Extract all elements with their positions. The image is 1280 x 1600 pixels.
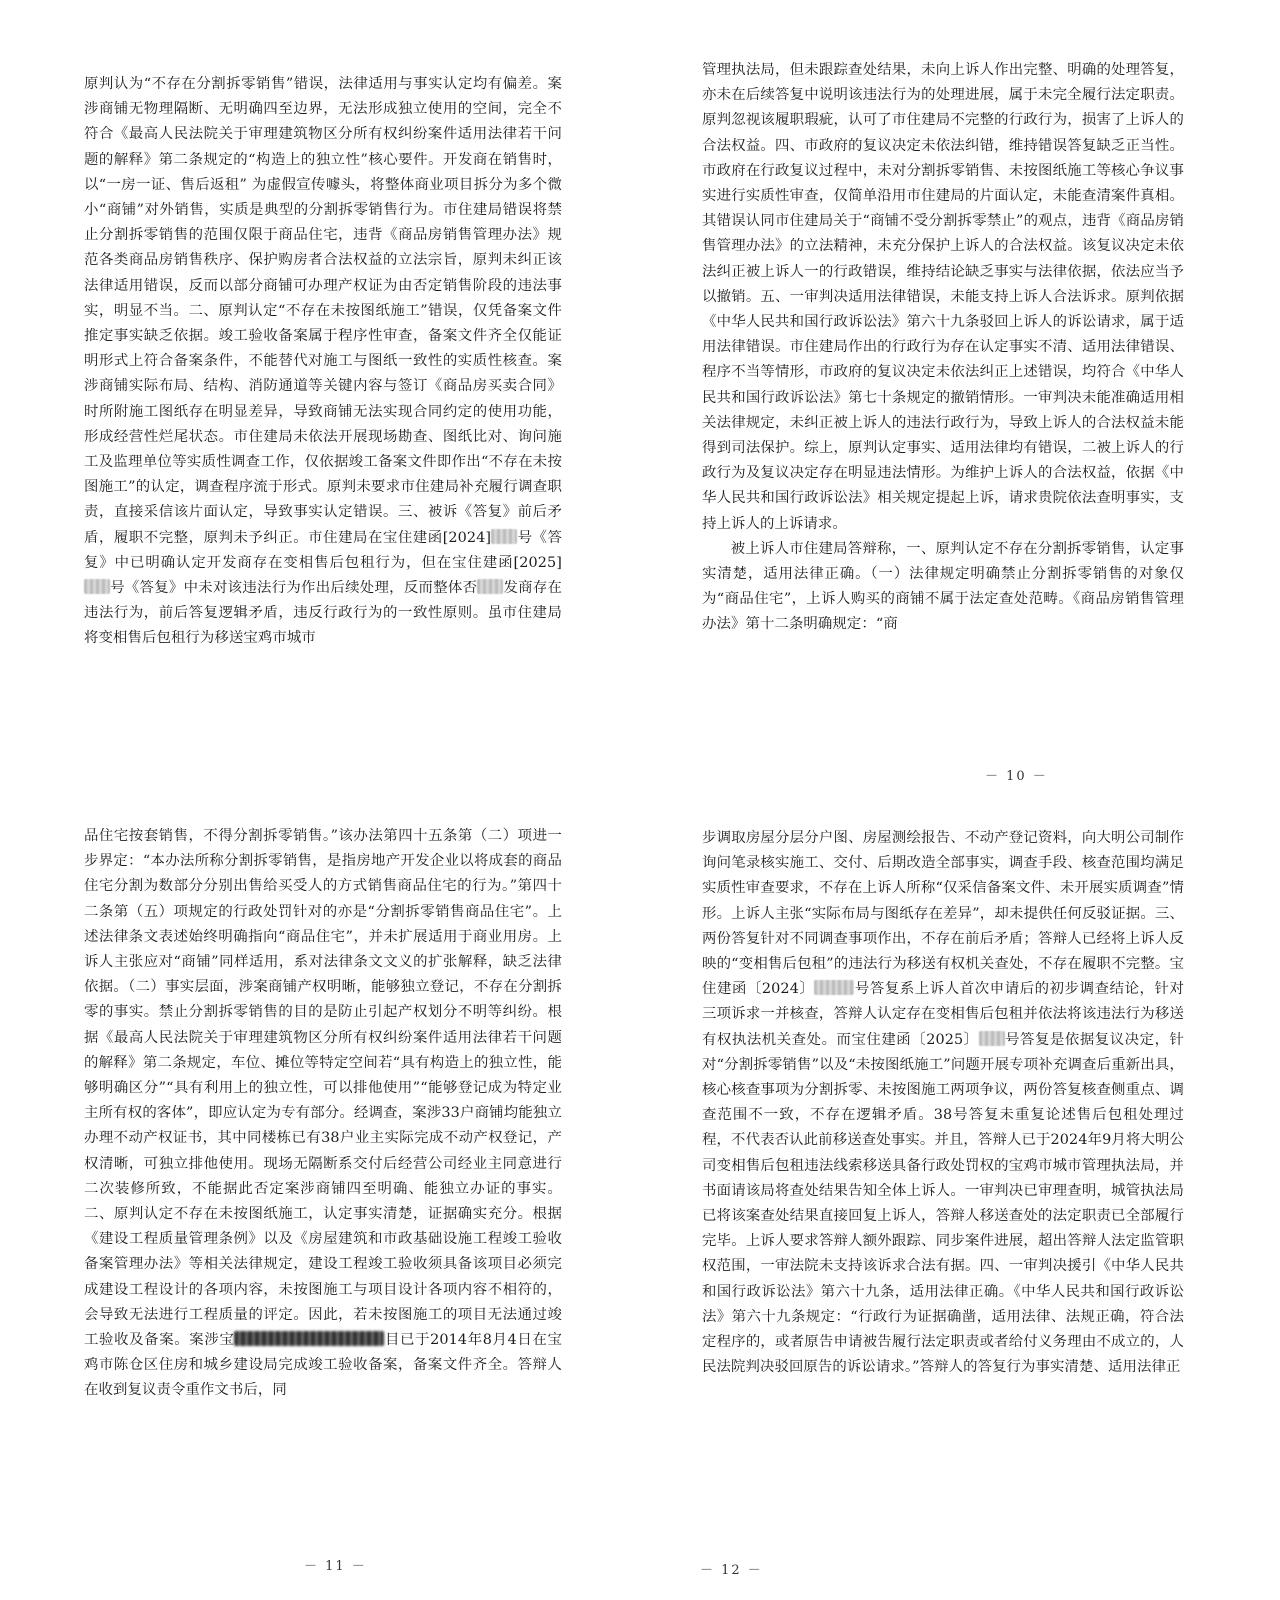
- redaction-mark: [979, 1031, 1005, 1046]
- paragraph: [84, 72, 562, 652]
- redaction-mark: [84, 579, 110, 594]
- document-page-12: [640, 800, 1280, 1600]
- paragraph: 被上诉人市住建局答辩称，一、原判认定不存在分割拆零销售，认定事实清楚，适用法律正确。（一）法律规定明确禁止分割拆零销售的对象仅为“商品住宅”，上诉人购买的商铺不属于法定查处范畴。《商品房销售管理办法》第十二条明确规定：“商: [702, 540, 1184, 633]
- text-run: 号答复是依据复议决定，针对“分割拆零销售”以及“未按图纸施工”问题开展专项补充调查后重新出具，核心核查事项为分割拆零、未按图施工两项争议，两份答复核查侧重点、调查范围不一致，不存在逻辑矛盾。38号答复未重复论述售后包租处理过程，不代表否认此前移送查处事实。并且，答辩人已于2024年9月将大明公司变相售后包租违法线索移送具备行政处罚权的宝鸡市城市管理执法局，并书面请该局将查处结果告知全体上诉人。一审判决已审理查明，城管执法局已将该案查处结果直接回复上诉人，答辩人移送查处的法定职责已全部履行完毕。上诉人要求答辩人额外跟踪、同步案件进展，超出答辩人法定监管职权范围，一审法院未支持该诉求合法有据。四、一审判决援引《中华人民共和国行政诉讼法》第六十九条，适用法律正确。《中华人民共和国行政诉讼法》第六十九条规定：“行政行为证据确凿，适用法律、法规正确，符合法定程序的，或者原告申请被告履行法定职责或者给付义务理由不成立的，人民法院判决驳回原告的诉讼请求。”答辩人的答复行为事实清楚、适用法律正: [702, 1031, 1185, 1376]
- page-body: [702, 826, 1184, 1380]
- redaction-mark: [477, 579, 503, 594]
- paragraph: 管理执法局，但未跟踪查处结果，未向上诉人作出完整、明确的处理答复，亦未在后续答复中说明该违法行为的处理进展，属于未完全履行法定职责。原判忽视该履职瑕疵，认可了市住建局不完整的行政行为，损害了上诉人的合法权益。四、市政府的复议决定未依法纠错，维持错误答复缺乏正当性。市政府在行政复议过程中，未对分割拆零销售、未按图纸施工等核心争议事实进行实质性审查，仅简单沿用市住建局的片面认定，未能查清案件真相。其错误认同市住建局关于“商铺不受分割拆零禁止”的观点，违背《商品房销售管理办法》的立法精神，未充分保护上诉人的合法权益。该复议决定未依法纠正被上诉人一的行政错误，维持结论缺乏事实与法律依据，依法应当予以撤销。五、一审判决适用法律错误，未能支持上诉人合法诉求。原判依据《中华人民共和国行政诉讼法》第六十九条驳回上诉人的诉讼请求，属于适用法律错误。市住建局作出的行政行为存在认定事实不清、适用法律错误、程序不当等情形，市政府的复议决定未依法纠正上述错误，均符合《中华人民共和国行政诉讼法》第七十条规定的撤销情形。一审判决未能准确适用相关法律规定，未纠正被上诉人的违法行政行为，导致上诉人的合法权益未能得到司法保护。综上，原判认定事实、适用法律均有错误，二被上诉人的行政行为及复议决定存在明显违法情形。为维护上诉人的合法权益，依据《中华人民共和国行政诉讼法》相关规定提起上诉，请求贵院依法查明事实，支持上诉人的上诉请求。: [702, 62, 1184, 532]
- text-run: 原判认为“不存在分割拆零销售”错误，法律适用与事实认定均有偏差。案涉商铺无物理隔断、无明确四至边界，无法形成独立使用的空间，完全不符合《最高人民法院关于审理建筑物区分所有权纠纷案件适用法律若干问题的解释》第二条规定的“构造上的独立性”核心要件。开发商在销售时，以“一房一证、售后返租” 为虚假宣传噱头，将整体商业项目拆分为多个微小“商铺”对外销售，实质是典型的分割拆零销售行为。市住建局错误将禁止分割拆零销售的范围仅限于商品住宅，违背《商品房销售管理办法》规范各类商品房销售秩序、保护购房者合法权益的立法宗旨，原判未纠正该法律适用错误，反而以部分商铺可办理产权证为由否定销售阶段的违法事实，明显不当。二、原判认定“不存在未按图纸施工”错误，仅凭备案文件推定事实缺乏依据。竣工验收备案属于程序性审查，备案文件齐全仅能证明形式上符合备案条件，不能替代对施工与图纸一致性的实质性核查。案涉商铺实际布局、结构、消防通道等关键内容与签订《商品房买卖合同》时所附施工图纸存在明显差异，导致商铺无法实现合同约定的使用功能，形成经营性烂尾状态。市住建局未依法开展现场勘查、图纸比对、询问施工及监理单位等实质性调查工作，仅依据竣工备案文件即作出“不存在未按图施工”的认定，调查程序流于形式。原判未要求市住建局补充履行调查职责，直接采信该片面认定，导致事实认定错误。三、被诉《答复》前后矛盾，履职不完整，原判未予纠正。市住建局在宝住建函[2024]: [84, 76, 562, 546]
- page-body: [702, 58, 1184, 638]
- text-run: 号《答复》中未对该违法行为作出后续处理，反而整体否: [110, 580, 478, 597]
- text-run: 发商存在违法行为，前后答复逻辑矛盾，违反行政行为的一致性原则。虽市住建局将变相售后包租行为移送宝鸡市城市: [84, 580, 562, 647]
- redaction-mark: [234, 1331, 384, 1346]
- redaction-mark: [491, 529, 517, 544]
- document-page-9: [0, 0, 640, 800]
- paragraph: [702, 826, 1184, 1380]
- text-run: 号《答复》中已明确认定开发商存在变相售后包租行为，但在宝住建函[2025]: [84, 529, 562, 571]
- page-body: [84, 824, 562, 1404]
- text-run: 步调取房屋分层分户图、房屋测绘报告、不动产登记资料，向大明公司制作询问笔录核实施工、交付、后期改造全部事实，调查手段、核查范围均满足实质性审查要求，不存在上诉人所称“仅采信备案文件、未开展实质调查”情形。上诉人主张“实际布局与图纸存在差异”，却未提供任何反驳证据。三、两份答复针对不同调查事项作出，不存在前后矛盾；答辩人已经将上诉人反映的“变相售后包租”的违法行为移送有权机关查处，不存在履职不完整。宝住建函〔2024〕: [702, 830, 1184, 998]
- page-number: － 12 －: [700, 1563, 763, 1578]
- redaction-mark: [814, 980, 854, 995]
- text-run: 品住宅按套销售，不得分割拆零销售。”该办法第四十五条第（二）项进一步界定：“本办法所称分割拆零销售，是指房地产开发企业以将成套的商品住宅分割为数部分分别出售给买受人的方式销售商品住宅的行为。”第四十二条第（五）项规定的行政处罚针对的亦是“分割拆零销售商品住宅”。上述法律条文表述始终明确指向“商品住宅”，并未扩展适用于商业用房。上诉人主张应对“商铺”同样适用，系对法律条文文义的扩张解释，缺乏法律依据。（二）事实层面，涉案商铺产权明晰，能够独立登记，不存在分割拆零的事实。禁止分割拆零销售的目的是防止引起产权划分不明等纠纷。根据《最高人民法院关于审理建筑物区分所有权纠纷案件适用法律若干问题的解释》第二条规定，车位、摊位等特定空间若“具有构造上的独立性，能够明确区分”“具有利用上的独立性，可以排他使用”“能够登记成为特定业主所有权的客体”，即应认定为专有部分。经调查，案涉33户商铺均能独立办理不动产权证书，其中同楼栋已有38户业主实际完成不动产权登记，产权清晰，可独立排他使用。现场无隔断系交付后经营公司经业主同意进行二次装修所致，不能据此否定案涉商铺四至明确、能独立办证的事实。二、原判认定不存在未按图纸施工，认定事实清楚，证据确实充分。根据《建设工程质量管理条例》以及《房屋建筑和市政基础设施工程竣工验收备案管理办法》等相关法律规定，建设工程竣工验收须具备该项目必须完成建设工程设计的各项内容，未按图施工与项目设计各项内容不相符的，会导致无法进行工程质量的评定。因此，若未按图施工的项目无法通过竣工验收及备案。案涉宝: [84, 828, 562, 1349]
- text-run: 目已于2014年8月4日在宝鸡市陈仓区住房和城乡建设局完成竣工验收备案，备案文件齐全。答辩人在收到复议责令重作文书后，同: [84, 1332, 562, 1399]
- document-page-10: [640, 0, 1280, 800]
- text-run: 号答复系上诉人首次申请后的初步调查结论，针对三项诉求一并核查，答辩人认定存在变相售后包租并依法将该违法行为移送有权执法机关查处。而宝住建函〔2025〕: [702, 981, 1184, 1048]
- document-page-11: [0, 800, 640, 1600]
- page-number: － 11 －: [304, 1559, 367, 1574]
- page-number: － 10 －: [985, 769, 1048, 784]
- page-body: [84, 72, 562, 652]
- paragraph: [84, 824, 562, 1404]
